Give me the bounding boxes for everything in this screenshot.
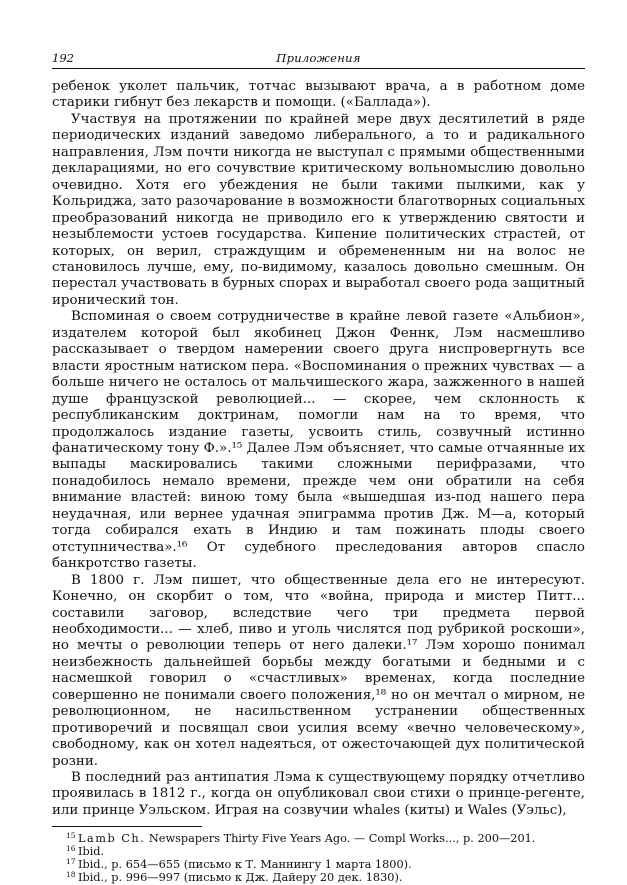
footnote-rule bbox=[52, 826, 202, 827]
footnote-18 bbox=[52, 869, 585, 885]
footnote-number: 17 bbox=[66, 856, 76, 866]
paragraph-5: В последний раз антипатия Лэма к существующему порядку отчетливо проявилась в 1812 г., когда он опубликовал свои стихи о принце-регенте, или принце Уэльском. Играя на созвучии whales (киты) и Wales (Уэльс), bbox=[52, 770, 585, 818]
footnote-text: Newspapers Thirty Five Years Ago. — Compl Works..., p. 200—201. bbox=[148, 832, 536, 846]
footnote-number: 15 bbox=[66, 831, 76, 841]
footnote-text: Ibid. bbox=[78, 845, 105, 859]
book-page bbox=[52, 48, 585, 884]
paragraph-2: Участвуя на протяжении по крайней мере двух десятилетий в ряде периодических изданий заведомо либерального, а то и радикального направления, Лэм почти никогда не выступал с прямыми общественными декларациями, но его сочувствие критическому вольномыслию довольно очевидно. Хотя его убеждения не были такими пылкими, как у Кольриджа, зато разочарование в возможности благотворных социальных преобразований никогда не приводило его к утверждению святости и незыблемости устоев государства. Кипение политических страстей, от которых, он верил, страждущим и обремененным ни на волос не становилось лучше, ему, по-видимому, казалось довольно смешным. Он перестал участвовать в бурных спорах и выработал своего рода защитный иронический тон. bbox=[52, 111, 585, 308]
paragraph-1: ребенок уколет пальчик, тотчас вызывают врача, а в работном доме старики гибнут без лекарств и помощи. («Баллада»). bbox=[52, 79, 585, 111]
footnote-number: 18 bbox=[66, 869, 76, 879]
footnote-number: 16 bbox=[66, 844, 76, 854]
paragraph-4: В 1800 г. Лэм пишет, что общественные дела его не интересуют. Конечно, он скорбит о том, что «война, природа и мистер Питт... составили заговор, вследствие чего три предмета первой необходимости... — хлеб, пиво и уголь числятся под рубрикой роскоши», но мечты о революции теперь от него далеки.¹⁷ Лэм хорошо понимал неизбежность дальнейшей борьбы между богатыми и бедными и с насмешкой говорил о «счастливых» временах, когда последние совершенно не понимали своего положения,¹⁸ но он мечтал о мирном, не революционном, не насильственном устранении общественных противоречий и посвящал свои усилия всему «вечно человеческому», свободному, как он хотел надеяться, от ожесточающей дух политической розни. bbox=[52, 572, 585, 769]
footnote-text: Ibid., p. 996—997 (письмо к Дж. Дайеру 20 дек. 1830). bbox=[78, 870, 403, 884]
running-title: Приложения bbox=[276, 51, 361, 65]
footnote-15 bbox=[52, 833, 585, 846]
main-text bbox=[52, 79, 585, 819]
footnotes bbox=[52, 833, 585, 884]
footnote-author: Lamb Ch. bbox=[78, 832, 146, 846]
paragraph-3: Вспоминая о своем сотрудничестве в крайне левой газете «Альбион», издателем которой был якобинец Джон Феннк, Лэм насмешливо рассказывает о твердом намерении своего друга ниспровергнуть все власти яростным натиском пера. «Воспоминания о прежних чувствах — а больше ничего не осталось от мальчишеского жара, зажженного в нашей душе французской революцией... — скорее, чем склонность к республиканским доктринам, помогли нам на то время, что продолжалось издание газеты, усвоить стиль, созвучный истинно фанатическому тону Ф.».¹⁵ Далее Лэм объясняет, что самые отчаянные их выпады маскировались такими сложными перифразами, что понадобилось немало времени, прежде чем они обратили на себя внимание властей: виною тому была «вышедшая из-под нашего пера неудачная, или вернее удачная эпиграмма против Дж. М—а, который тогда собирался ехать в Индию и там пожинать плоды своего отступничества».¹⁶ От судебного преследования авторов спасло банкротство газеты. bbox=[52, 309, 585, 572]
page-number: 192 bbox=[52, 51, 74, 65]
page-header bbox=[52, 48, 585, 69]
footnote-text: Ibid., p. 654—655 (письмо к Т. Маннингу 1 марта 1800). bbox=[78, 857, 412, 871]
